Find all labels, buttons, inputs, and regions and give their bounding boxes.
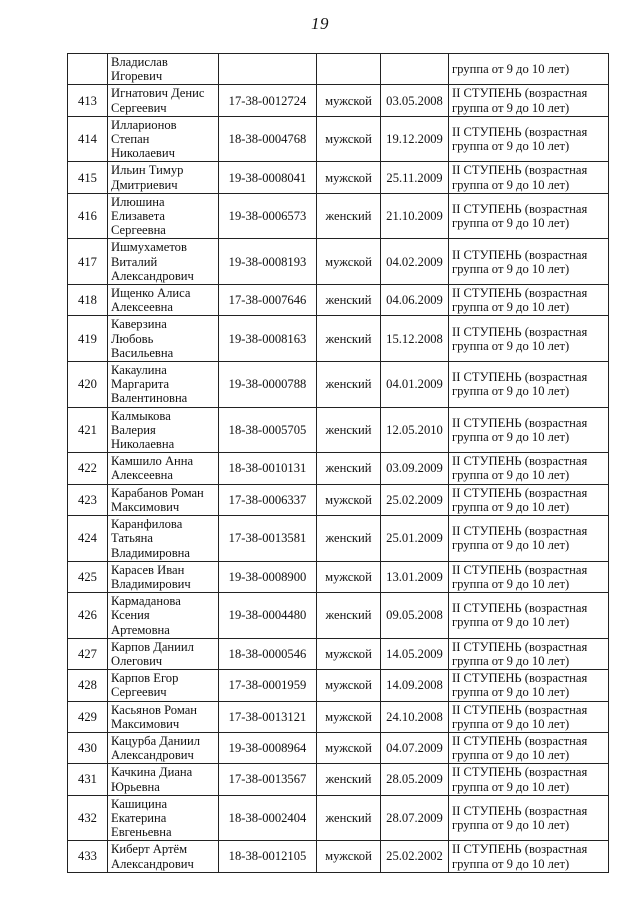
age-category-line: II СТУПЕНЬ (возрастная <box>452 803 588 818</box>
participant-name-line: Сергеевич <box>111 100 167 115</box>
participant-sex: женский <box>317 285 381 316</box>
participant-name-line: Маргарита <box>111 377 170 392</box>
participant-name-line: Николаевна <box>111 437 175 452</box>
participant-name-line: Елизавета <box>111 209 165 224</box>
birth-date: 25.02.2002 <box>381 841 449 872</box>
participant-name-line: Максимович <box>111 499 180 514</box>
table-row <box>68 670 609 701</box>
age-category-line: II СТУПЕНЬ (возрастная <box>452 562 588 577</box>
age-category-line: группа от 9 до 10 лет) <box>452 429 570 444</box>
participant-sex: мужской <box>317 85 381 116</box>
age-category <box>449 516 609 562</box>
age-category-line: группа от 9 до 10 лет) <box>452 100 570 115</box>
age-category-line: группа от 9 до 10 лет) <box>452 576 570 591</box>
table-row <box>68 732 609 763</box>
age-category <box>449 285 609 316</box>
row-number <box>68 54 108 85</box>
table-row <box>68 516 609 562</box>
participant-id: 18-38-0002404 <box>219 795 317 841</box>
participant-id: 19-38-0008964 <box>219 732 317 763</box>
table-row <box>68 764 609 795</box>
participant-name-line: Каверзина <box>111 317 167 332</box>
participant-name-line: Алексеевна <box>111 300 173 315</box>
participant-sex: женский <box>317 516 381 562</box>
participant-name-line: Игоревич <box>111 69 163 84</box>
age-category <box>449 162 609 193</box>
participant-name-line: Ксения <box>111 608 150 623</box>
age-category-line: группа от 9 до 10 лет) <box>452 538 570 553</box>
row-number: 416 <box>68 193 108 239</box>
age-category-line: II СТУПЕНЬ (возрастная <box>452 324 588 339</box>
birth-date: 03.09.2009 <box>381 453 449 484</box>
table-row <box>68 362 609 408</box>
age-category <box>449 593 609 639</box>
age-category <box>449 795 609 841</box>
age-category-line: II СТУПЕНЬ (возрастная <box>452 201 588 216</box>
table-row <box>68 453 609 484</box>
age-category <box>449 732 609 763</box>
participant-sex <box>317 54 381 85</box>
table-row <box>68 701 609 732</box>
participant-sex: мужской <box>317 638 381 669</box>
row-number: 428 <box>68 670 108 701</box>
age-category <box>449 54 609 85</box>
participant-name <box>108 670 219 701</box>
age-category-line: группа от 9 до 10 лет) <box>452 139 570 154</box>
birth-date: 04.06.2009 <box>381 285 449 316</box>
participant-name-line: Кармаданова <box>111 594 181 609</box>
birth-date: 13.01.2009 <box>381 561 449 592</box>
participant-sex: женский <box>317 407 381 453</box>
participant-name <box>108 239 219 285</box>
participant-sex: женский <box>317 316 381 362</box>
participant-id: 19-38-0008193 <box>219 239 317 285</box>
table-body <box>68 54 609 873</box>
row-number: 432 <box>68 795 108 841</box>
row-number: 421 <box>68 407 108 453</box>
table-row <box>68 638 609 669</box>
age-category-line: группа от 9 до 10 лет) <box>452 300 570 315</box>
participant-name-line: Александрович <box>111 856 194 871</box>
age-category <box>449 841 609 872</box>
participant-name-line: Валерия <box>111 422 156 437</box>
row-number: 427 <box>68 638 108 669</box>
participant-name <box>108 638 219 669</box>
table-row <box>68 85 609 116</box>
age-category <box>449 701 609 732</box>
birth-date: 15.12.2008 <box>381 316 449 362</box>
age-category-line: группа от 9 до 10 лет) <box>452 856 570 871</box>
birth-date: 14.05.2009 <box>381 638 449 669</box>
row-number: 425 <box>68 561 108 592</box>
age-category-line: группа от 9 до 10 лет) <box>452 468 570 483</box>
participant-name-line: Татьяна <box>111 531 154 546</box>
participant-name <box>108 795 219 841</box>
birth-date: 25.02.2009 <box>381 484 449 515</box>
age-category-line: группа от 9 до 10 лет) <box>452 748 570 763</box>
participant-sex: женский <box>317 453 381 484</box>
table-row <box>68 239 609 285</box>
participant-name-line: Евгеньевна <box>111 825 172 840</box>
age-category <box>449 453 609 484</box>
age-category <box>449 484 609 515</box>
participant-name-line: Карабанов Роман <box>111 485 204 500</box>
birth-date: 04.02.2009 <box>381 239 449 285</box>
participant-name-line: Николаевич <box>111 146 175 161</box>
participant-name <box>108 362 219 408</box>
row-number: 419 <box>68 316 108 362</box>
participant-sex: мужской <box>317 732 381 763</box>
birth-date <box>381 54 449 85</box>
table-row <box>68 193 609 239</box>
participant-name-line: Игнатович Денис <box>111 86 205 101</box>
birth-date: 03.05.2008 <box>381 85 449 116</box>
participant-name-line: Калмыкова <box>111 408 171 423</box>
participant-id: 19-38-0008900 <box>219 561 317 592</box>
participant-name-line: Илюшина <box>111 194 165 209</box>
participant-name <box>108 54 219 85</box>
birth-date: 04.07.2009 <box>381 732 449 763</box>
age-category <box>449 362 609 408</box>
age-category <box>449 561 609 592</box>
table-row <box>68 484 609 515</box>
participant-name-line: Какаулина <box>111 363 167 378</box>
participant-name-line: Качкина Диана <box>111 765 193 780</box>
table-row <box>68 407 609 453</box>
table-row <box>68 841 609 872</box>
participant-name <box>108 593 219 639</box>
row-number: 430 <box>68 732 108 763</box>
participant-name <box>108 407 219 453</box>
age-category <box>449 316 609 362</box>
table-row <box>68 561 609 592</box>
table-row <box>68 795 609 841</box>
participant-name-line: Камшило Анна <box>111 454 194 469</box>
participant-id: 18-38-0005705 <box>219 407 317 453</box>
age-category-line: II СТУПЕНЬ (возрастная <box>452 86 588 101</box>
participant-name-line: Ишмухаметов <box>111 240 187 255</box>
age-category-line: группа от 9 до 10 лет) <box>452 216 570 231</box>
age-category-line: II СТУПЕНЬ (возрастная <box>452 163 588 178</box>
participant-id: 19-38-0004480 <box>219 593 317 639</box>
participant-name <box>108 285 219 316</box>
participant-name-line: Киберт Артём <box>111 842 188 857</box>
participant-id <box>219 54 317 85</box>
age-category-line: II СТУПЕНЬ (возрастная <box>452 247 588 262</box>
row-number: 415 <box>68 162 108 193</box>
participant-id: 17-38-0013567 <box>219 764 317 795</box>
row-number: 433 <box>68 841 108 872</box>
birth-date: 25.11.2009 <box>381 162 449 193</box>
table-row <box>68 316 609 362</box>
birth-date: 19.12.2009 <box>381 116 449 162</box>
table-row <box>68 116 609 162</box>
participant-name <box>108 453 219 484</box>
participant-name-line: Кашицина <box>111 796 168 811</box>
participant-name-line: Степан <box>111 132 150 147</box>
participant-id: 18-38-0010131 <box>219 453 317 484</box>
age-category-line: II СТУПЕНЬ (возрастная <box>452 842 588 857</box>
age-category-line: группа от 9 до 10 лет) <box>452 62 570 77</box>
participant-name <box>108 701 219 732</box>
participant-name <box>108 732 219 763</box>
age-category-line: II СТУПЕНЬ (возрастная <box>452 702 588 717</box>
participant-name-line: Александрович <box>111 268 194 283</box>
participant-name-line: Дмитриевич <box>111 177 178 192</box>
participant-name <box>108 561 219 592</box>
birth-date: 09.05.2008 <box>381 593 449 639</box>
age-category-line: группа от 9 до 10 лет) <box>452 716 570 731</box>
participant-sex: мужской <box>317 116 381 162</box>
participant-name-line: Валентиновна <box>111 391 188 406</box>
table-row <box>68 593 609 639</box>
participant-name-line: Сергеевич <box>111 685 167 700</box>
participant-sex: женский <box>317 362 381 408</box>
participant-id: 19-38-0006573 <box>219 193 317 239</box>
participant-name <box>108 162 219 193</box>
participant-name-line: Виталий <box>111 254 158 269</box>
row-number: 422 <box>68 453 108 484</box>
birth-date: 28.05.2009 <box>381 764 449 795</box>
participant-id: 18-38-0012105 <box>219 841 317 872</box>
participant-name-line: Алексеевна <box>111 468 173 483</box>
age-category-line: II СТУПЕНЬ (возрастная <box>452 370 588 385</box>
participant-name-line: Касьянов Роман <box>111 702 198 717</box>
age-category <box>449 670 609 701</box>
row-number: 423 <box>68 484 108 515</box>
participant-name-line: Илларионов <box>111 117 177 132</box>
age-category-line: группа от 9 до 10 лет) <box>452 177 570 192</box>
participant-name-line: Васильевна <box>111 345 174 360</box>
age-category-line: группа от 9 до 10 лет) <box>452 615 570 630</box>
participant-sex: женский <box>317 764 381 795</box>
participant-name-line: Александрович <box>111 748 194 763</box>
participant-name-line: Ищенко Алиса <box>111 286 191 301</box>
participant-id: 17-38-0006337 <box>219 484 317 515</box>
row-number: 413 <box>68 85 108 116</box>
participant-name-line: Карпов Егор <box>111 671 179 686</box>
participant-sex: мужской <box>317 841 381 872</box>
participant-sex: женский <box>317 593 381 639</box>
row-number: 414 <box>68 116 108 162</box>
participant-id: 17-38-0013121 <box>219 701 317 732</box>
age-category-line: II СТУПЕНЬ (возрастная <box>452 415 588 430</box>
participant-name <box>108 316 219 362</box>
age-category-line: группа от 9 до 10 лет) <box>452 384 570 399</box>
age-category-line: II СТУПЕНЬ (возрастная <box>452 454 588 469</box>
participant-sex: мужской <box>317 670 381 701</box>
row-number: 418 <box>68 285 108 316</box>
birth-date: 12.05.2010 <box>381 407 449 453</box>
participant-id: 17-38-0012724 <box>219 85 317 116</box>
age-category-line: II СТУПЕНЬ (возрастная <box>452 601 588 616</box>
participant-id: 17-38-0001959 <box>219 670 317 701</box>
age-category-line: группа от 9 до 10 лет) <box>452 818 570 833</box>
participant-id: 19-38-0000788 <box>219 362 317 408</box>
participant-id: 17-38-0013581 <box>219 516 317 562</box>
participant-name-line: Владислав <box>111 55 168 69</box>
birth-date: 28.07.2009 <box>381 795 449 841</box>
participant-name-line: Сергеевна <box>111 223 166 238</box>
participant-name-line: Карасев Иван <box>111 562 185 577</box>
birth-date: 25.01.2009 <box>381 516 449 562</box>
age-category <box>449 193 609 239</box>
age-category-line: II СТУПЕНЬ (возрастная <box>452 286 588 301</box>
age-category-line: группа от 9 до 10 лет) <box>452 779 570 794</box>
participant-name-line: Олегович <box>111 653 163 668</box>
age-category <box>449 85 609 116</box>
age-category-line: группа от 9 до 10 лет) <box>452 653 570 668</box>
birth-date: 21.10.2009 <box>381 193 449 239</box>
participant-name-line: Владимировна <box>111 545 190 560</box>
participants-table <box>67 53 609 873</box>
age-category <box>449 407 609 453</box>
age-category-line: II СТУПЕНЬ (возрастная <box>452 124 588 139</box>
participant-sex: мужской <box>317 239 381 285</box>
row-number: 420 <box>68 362 108 408</box>
age-category-line: II СТУПЕНЬ (возрастная <box>452 524 588 539</box>
age-category-line: II СТУПЕНЬ (возрастная <box>452 733 588 748</box>
participant-name-line: Екатерина <box>111 810 167 825</box>
age-category <box>449 764 609 795</box>
participant-name-line: Юрьевна <box>111 779 160 794</box>
participant-sex: мужской <box>317 484 381 515</box>
participant-name <box>108 484 219 515</box>
age-category-line: II СТУПЕНЬ (возрастная <box>452 639 588 654</box>
participant-name <box>108 85 219 116</box>
age-category <box>449 239 609 285</box>
row-number: 431 <box>68 764 108 795</box>
age-category <box>449 116 609 162</box>
participant-id: 19-38-0008163 <box>219 316 317 362</box>
participant-sex: женский <box>317 193 381 239</box>
participant-id: 18-38-0004768 <box>219 116 317 162</box>
table-row <box>68 54 609 85</box>
participant-name <box>108 764 219 795</box>
participant-name-line: Кацурба Даниил <box>111 733 200 748</box>
age-category-line: II СТУПЕНЬ (возрастная <box>452 671 588 686</box>
age-category-line: II СТУПЕНЬ (возрастная <box>452 765 588 780</box>
participant-name <box>108 116 219 162</box>
age-category-line: группа от 9 до 10 лет) <box>452 338 570 353</box>
participant-name <box>108 193 219 239</box>
age-category <box>449 638 609 669</box>
participant-name-line: Владимирович <box>111 576 191 591</box>
birth-date: 04.01.2009 <box>381 362 449 408</box>
table-row <box>68 285 609 316</box>
participant-name-line: Карпов Даниил <box>111 639 194 654</box>
participant-id: 18-38-0000546 <box>219 638 317 669</box>
participant-sex: мужской <box>317 561 381 592</box>
participant-id: 19-38-0008041 <box>219 162 317 193</box>
row-number: 426 <box>68 593 108 639</box>
participant-name-line: Ильин Тимур <box>111 163 184 178</box>
age-category-line: группа от 9 до 10 лет) <box>452 499 570 514</box>
row-number: 424 <box>68 516 108 562</box>
birth-date: 14.09.2008 <box>381 670 449 701</box>
age-category-line: группа от 9 до 10 лет) <box>452 261 570 276</box>
participant-sex: женский <box>317 795 381 841</box>
participant-name-line: Артемовна <box>111 622 170 637</box>
participant-sex: мужской <box>317 162 381 193</box>
row-number: 417 <box>68 239 108 285</box>
participant-name-line: Любовь <box>111 331 154 346</box>
birth-date: 24.10.2008 <box>381 701 449 732</box>
row-number: 429 <box>68 701 108 732</box>
participant-name-line: Каранфилова <box>111 517 183 532</box>
page-number: 19 <box>311 14 329 33</box>
age-category-line: группа от 9 до 10 лет) <box>452 685 570 700</box>
table-row <box>68 162 609 193</box>
participant-name <box>108 516 219 562</box>
participant-id: 17-38-0007646 <box>219 285 317 316</box>
participant-name <box>108 841 219 872</box>
participant-sex: мужской <box>317 701 381 732</box>
age-category-line: II СТУПЕНЬ (возрастная <box>452 485 588 500</box>
participant-name-line: Максимович <box>111 716 180 731</box>
